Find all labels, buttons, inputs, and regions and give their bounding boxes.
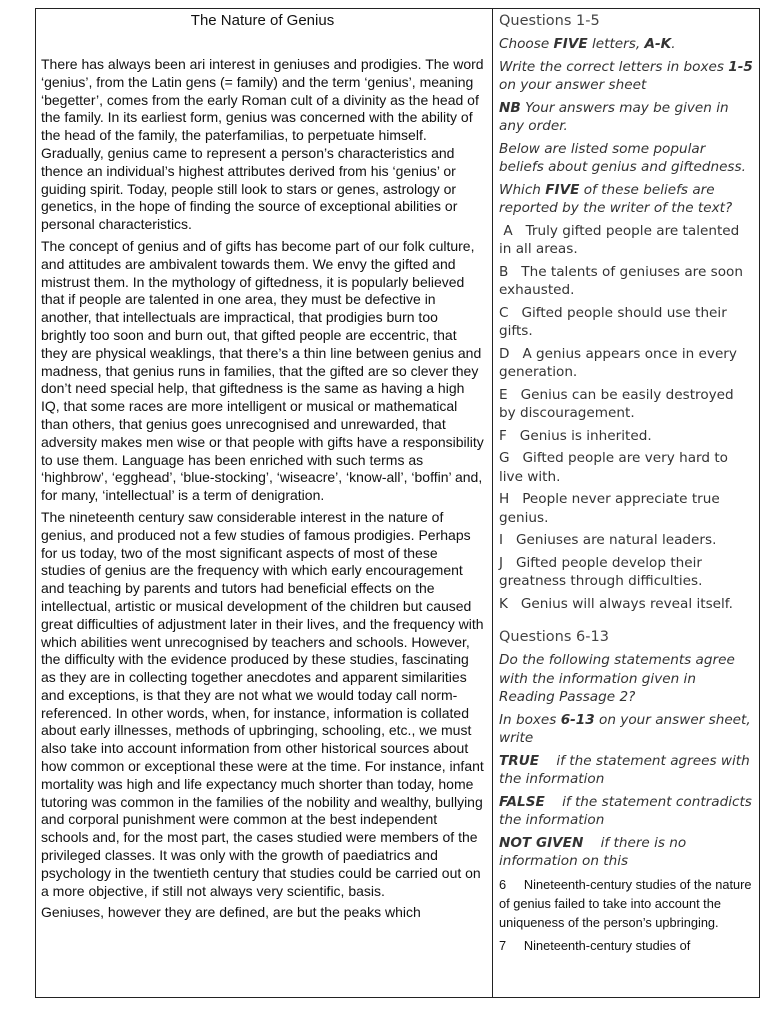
statement-7: 7 Nineteenth-century studies of	[499, 937, 691, 953]
option-g: G Gifted people are very hard to live with.	[499, 450, 728, 485]
option-k: K Genius will always reveal itself.	[499, 595, 733, 612]
page-frame	[35, 8, 760, 998]
questions-panel	[499, 11, 754, 959]
option-a: A Truly gifted people are talented in all areas.	[499, 222, 740, 257]
option-e: E Genius can be easily destroyed by discouragement.	[499, 386, 734, 421]
questions-6-13-heading: Questions 6-13	[499, 629, 609, 645]
option-j: J Gifted people develop their greatness through difficulties.	[499, 554, 703, 589]
answer-key-true: TRUE if the statement agrees with the information	[499, 752, 750, 787]
section-gap	[499, 617, 754, 627]
option-f: F Genius is inherited.	[499, 427, 652, 444]
questions-1-5-heading: Questions 1-5	[499, 13, 600, 29]
passage-paragraph-4: Geniuses, however they are defined, are but the peaks which	[41, 904, 421, 921]
instruction-choose: Choose FIVE letters, A-K.	[499, 36, 676, 52]
passage-paragraph-2: The concept of genius and of gifts has become part of our folk culture, and attitudes are ambivalent towards them. We envy the gifted and mistrust them. In the mythology of giftedness, it is popularly believed that if people are talented in one area, they must be defective in another, that intellectuals are impractical, that prodigies burn too brightly too soon and burn out, that gifted people are eccentric, that they are physical weaklings, that there’s a thin line between genius and madness, that genius runs in families, that the gifted are so clever they don’t need special help, that giftedness is the same as having a high IQ, that some races are more intelligent or musical or mathematical than others, that genius goes unrecognised and unrewarded, that adversity makes men wise or that people with gifts have a responsibility to use them. Language has been enriched with such terms as ‘highbrow’, ‘egghead’, ‘blue-stocking’, ‘wiseacre’, ‘know-all’, ‘boffin’ and, for many, ‘intellectual’ is a term of denigration.	[41, 237, 484, 504]
passage-title: The Nature of Genius	[190, 12, 335, 29]
option-i: I Geniuses are natural leaders.	[499, 532, 717, 548]
option-d: D A genius appears once in every generation.	[499, 345, 737, 380]
statement-6: 6 Nineteenth-century studies of the nature of genius failed to take into account the uniqueness of the person’s upbringing.	[499, 876, 752, 930]
answer-key-false: FALSE if the statement contradicts the information	[499, 793, 752, 828]
instruction-boxes-write: In boxes 6-13 on your answer sheet, write	[499, 711, 751, 746]
instruction-nb: NB Your answers may be given in any order.	[499, 99, 729, 134]
instruction-beliefs: Below are listed some popular beliefs about genius and giftedness.	[499, 140, 746, 175]
passage-paragraph-1: There has always been ari interest in geniuses and prodigies. The word ‘genius’, from the Latin gens (= family) and the term ‘genius’, meaning ‘begetter’, comes from the early Roman cult of a divinity as the head of the family. In its earliest form, genius was concerned with the ability of the head of the family, the paterfamilias, to perpetuate himself. Gradually, genius came to represent a person’s characteristics and thence an individual’s highest attributes derived from his ‘genius’ or guiding spirit. Today, people still look to stars or genes, astrology or genetics, in the hope of finding the source of exceptional abilities or personal characteristics.	[41, 56, 484, 233]
reading-passage	[41, 11, 484, 926]
passage-paragraph-3: The nineteenth century saw considerable interest in the nature of genius, and produced not a few studies of famous prodigies. Perhaps for us today, two of the most significant aspects of most of these studies of genius are the frequency with which early encouragement and teaching by parents and tutors had beneficial effects on the intellectual, artistic or musical development of the children but caused great difficulties of adjustment later in their lives, and the frequency with which abilities went unrecognised by teachers and schools. However, the difficulty with the evidence produced by these studies, fascinating as they are in collecting together anecdotes and apparent similarities and exceptions, is that they are not what we would today call norm-referenced. In other words, when, for instance, information is collated about early illnesses, methods of upbringing, schooling, etc., we must also take into account information from other historical sources about how common or exceptional these were at the time. For instance, infant mortality was high and life expectancy much shorter than today, home tutoring was common in the families of the nobility and wealthy, bullying and corporal punishment were common at the best independent schools and, for the most part, the cases studied were members of the privileged classes. It was only with the growth of paediatrics and psychology in the twentieth century that studies could be carried out on a more objective, if still not always very scientific, basis.	[41, 508, 484, 899]
instruction-agree: Do the following statements agree with the information given in Reading Passage 2?	[499, 652, 735, 705]
answer-key-not-given: NOT GIVEN if there is no information on this	[499, 834, 687, 869]
instruction-write-boxes: Write the correct letters in boxes 1-5 on your answer sheet	[499, 58, 753, 93]
option-h: H People never appreciate true genius.	[499, 491, 720, 526]
option-c: C Gifted people should use their gifts.	[499, 304, 727, 339]
option-b: B The talents of geniuses are soon exhausted.	[499, 263, 743, 298]
instruction-which-five: Which FIVE of these beliefs are reported by the writer of the text?	[499, 181, 733, 216]
column-divider	[492, 9, 493, 997]
